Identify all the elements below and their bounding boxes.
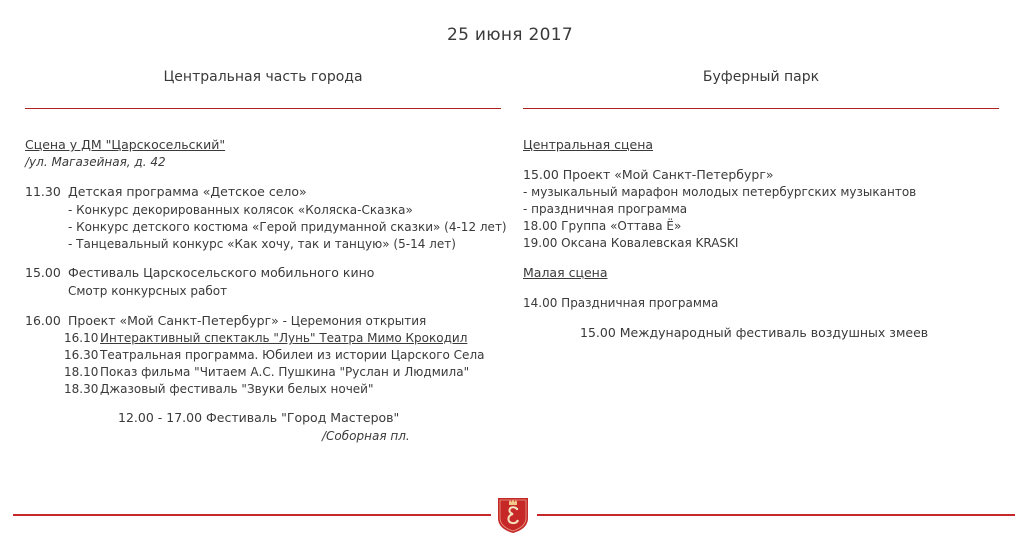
small-stage-label[interactable]: Малая сцена — [523, 265, 608, 280]
event-title: Фестиваль Царскосельского мобильного кино — [68, 265, 375, 280]
right-column-divider — [523, 108, 999, 109]
page-title: 25 июня 2017 — [446, 25, 573, 45]
event-item: - Конкурс детского костюма «Герой придуманной сказки» (4-12 лет) — [68, 220, 507, 234]
event-time: 15.00 — [25, 265, 61, 280]
left-column-heading: Центральная часть города — [163, 69, 363, 85]
event-item: - Конкурс декорированных колясок «Коляска-Сказка» — [68, 203, 413, 217]
sub-event-time: 16.10 — [64, 331, 99, 345]
event-item: Смотр конкурсных работ — [68, 284, 228, 298]
sub-event-text: Джазовый фестиваль "Звуки белых ночей" — [100, 382, 374, 396]
event-time: 11.30 — [25, 184, 61, 199]
footer-rule-left — [13, 514, 491, 516]
main-stage-item: - музыкальный марафон молодых петербургских музыкантов — [523, 185, 917, 199]
highlight-event: 15.00 Международный фестиваль воздушных змеев — [580, 325, 929, 340]
main-stage-item: 18.00 Группа «Оттава Ё» — [523, 219, 682, 233]
sub-event-text: Театральная программа. Юбилеи из истории Царского Села — [100, 348, 485, 362]
left-column-divider — [25, 108, 501, 109]
main-stage-label[interactable]: Центральная сцена — [523, 137, 654, 152]
event-title: Проект «Мой Санкт-Петербург» — [68, 313, 279, 328]
tsarskoye-selo-crest-icon — [496, 496, 530, 534]
event-title-suffix: - Церемония открытия — [278, 314, 427, 328]
sub-event-time: 18.10 — [64, 365, 99, 379]
sub-event-time: 16.30 — [64, 348, 99, 362]
main-stage-event-title: 15.00 Проект «Мой Санкт-Петербург» — [523, 167, 774, 182]
festival-place: /Соборная пл. — [322, 429, 410, 443]
sub-event-time: 18.30 — [64, 382, 99, 396]
venue-link[interactable]: Сцена у ДМ "Царскосельский" — [25, 137, 226, 152]
event-title-line — [68, 313, 426, 329]
small-stage-item: 14.00 Праздничная программа — [523, 296, 719, 310]
festival-title: 12.00 - 17.00 Фестиваль "Город Мастеров" — [118, 410, 400, 425]
event-time: 16.00 — [25, 313, 61, 328]
main-stage-item: 19.00 Оксана Ковалевская KRASKI — [523, 236, 739, 250]
sub-event-text: Показ фильма "Читаем А.С. Пушкина "Руслан и Людмила" — [100, 365, 470, 379]
event-title: Детская программа «Детское село» — [68, 184, 307, 199]
venue-address: /ул. Магазейная, д. 42 — [25, 155, 166, 169]
right-column-heading: Буферный парк — [702, 69, 820, 85]
sub-event-link[interactable]: Интерактивный спектакль "Лунь" Театра Мимо Крокодил — [100, 331, 468, 345]
main-stage-item: - праздничная программа — [523, 202, 688, 216]
event-item: - Танцевальный конкурс «Как хочу, так и танцую» (5-14 лет) — [68, 237, 456, 251]
footer-rule-right — [537, 514, 1015, 516]
